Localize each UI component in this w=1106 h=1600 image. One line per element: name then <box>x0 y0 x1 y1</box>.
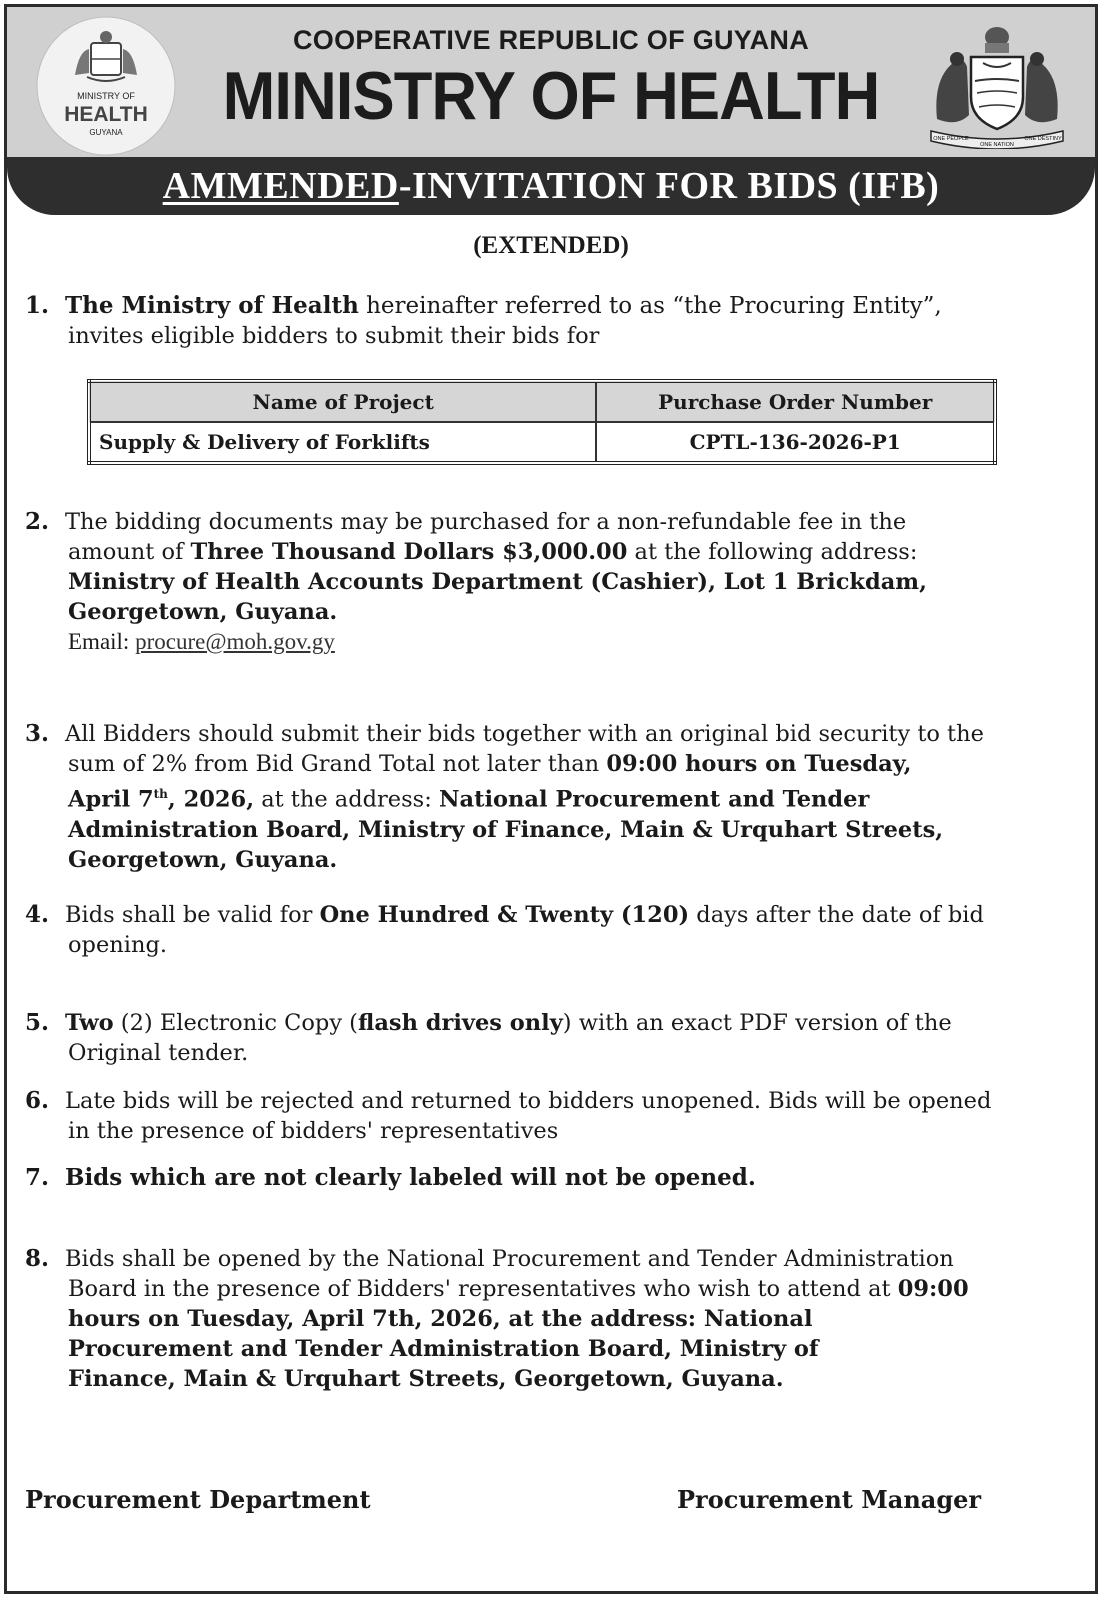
table-header: Name of Project <box>89 381 596 422</box>
item-2 <box>25 507 1075 657</box>
notice-page <box>4 4 1098 1594</box>
coat-of-arms-icon <box>927 19 1067 149</box>
email-link[interactable]: procure@moh.gov.gy <box>135 629 335 654</box>
extended-label: (EXTENDED) <box>473 232 629 259</box>
item-1-bold: The Ministry of Health <box>65 292 359 319</box>
item-4 <box>25 900 1075 960</box>
item-8-text: Bids shall be opened by the National Procurement and Tender Administration <box>65 1246 954 1272</box>
item-8 <box>25 1244 1075 1394</box>
item-number: 4. <box>25 901 50 928</box>
item-3-address: Georgetown, Guyana. <box>68 846 338 873</box>
title-banner <box>7 157 1095 215</box>
banner-title <box>7 157 1095 215</box>
item-3-text: at the address: <box>254 786 439 813</box>
item-5-text: Original tender. <box>68 1040 249 1066</box>
item-3-address: National Procurement and Tender <box>438 786 870 813</box>
banner-amended: AMMENDED <box>162 165 399 207</box>
item-1 <box>25 291 1075 351</box>
logo-left-line2: HEALTH <box>64 103 148 126</box>
item-2-address: Ministry of Health Accounts Department (Cashier), Lot 1 Brickdam, <box>68 569 927 595</box>
item-5-bold: Two <box>65 1010 114 1036</box>
item-number: 3. <box>25 720 50 747</box>
item-4-text: opening. <box>68 932 167 958</box>
item-3-line1: All Bidders should submit their bids together with an original bid security to the <box>65 721 984 747</box>
item-2-text: amount of <box>68 539 191 565</box>
item-number: 1. <box>25 292 50 319</box>
email-label: Email: <box>68 629 136 654</box>
ministry-title: MINISTRY OF HEALTH <box>222 58 880 134</box>
item-5 <box>25 1008 1075 1068</box>
item-2-fee: Three Thousand Dollars $3,000.00 <box>190 539 628 565</box>
item-8-time: 09:00 <box>897 1276 969 1302</box>
item-number: 6. <box>25 1087 50 1114</box>
item-1-text: hereinafter referred to as “the Procuring Entity”, <box>358 293 942 319</box>
item-8-text: Board in the presence of Bidders' representatives who wish to attend at <box>68 1276 898 1302</box>
table-cell: CPTL-136-2026-P1 <box>596 422 995 463</box>
item-number: 8. <box>25 1245 50 1272</box>
motto-right: ONE DESTINY <box>1024 136 1062 142</box>
item-number: 2. <box>25 508 50 535</box>
country-name: COOPERATIVE REPUBLIC OF GUYANA <box>292 25 810 55</box>
item-number: 7. <box>25 1164 50 1191</box>
signature-right: Procurement Manager <box>677 1485 982 1514</box>
item-8-bold: hours on Tuesday, April 7th, 2026, at the address: National <box>68 1306 813 1332</box>
table-cell: Supply & Delivery of Forklifts <box>89 422 596 463</box>
item-5-text: (2) Electronic Copy ( <box>113 1010 358 1036</box>
item-8-bold: Finance, Main & Urquhart Streets, Georgetown, Guyana. <box>68 1366 784 1392</box>
table-header: Purchase Order Number <box>596 381 995 422</box>
banner-rest: -INVITATION FOR BIDS (IFB) <box>398 165 940 207</box>
project-table <box>87 379 997 465</box>
item-6-text: in the presence of bidders' representatives <box>68 1118 559 1144</box>
item-2-line1: The bidding documents may be purchased for a non-refundable fee in the <box>65 509 907 535</box>
item-3-text: sum of 2% from Bid Grand Total not later than <box>68 751 607 777</box>
item-7 <box>25 1163 1075 1193</box>
item-5-bold: flash drives only <box>357 1010 563 1036</box>
item-1-text2: invites eligible bidders to submit their bids for <box>68 323 600 349</box>
signature-left: Procurement Department <box>25 1485 371 1514</box>
item-3-sup: th <box>153 787 168 801</box>
item-8-bold: Procurement and Tender Administration Board, Ministry of <box>68 1336 819 1362</box>
item-3-date: April 7 <box>68 786 154 813</box>
item-6 <box>25 1086 1075 1146</box>
motto-center: ONE NATION <box>980 142 1014 148</box>
item-4-text: Bids shall be valid for <box>65 902 320 928</box>
item-number: 5. <box>25 1009 50 1036</box>
item-3 <box>25 719 1075 875</box>
item-7-bold: Bids which are not clearly labeled will not be opened. <box>65 1164 756 1191</box>
item-3-year: , 2026, <box>167 786 255 813</box>
table-header-row <box>89 381 995 422</box>
item-2-address: Georgetown, Guyana. <box>68 599 338 625</box>
item-3-time: 09:00 hours on Tuesday, <box>606 751 912 777</box>
item-4-validity: One Hundred & Twenty (120) <box>319 902 690 928</box>
item-4-text: days after the date of bid <box>689 902 984 928</box>
table-row <box>89 422 995 463</box>
item-2-text: at the following address: <box>627 539 918 565</box>
item-3-address: Administration Board, Ministry of Finance, Main & Urquhart Streets, <box>68 816 944 843</box>
logo-left-line1: MINISTRY OF <box>77 91 135 101</box>
header-band <box>7 7 1095 162</box>
logo-left-line3: GUYANA <box>89 128 123 137</box>
item-6-text: Late bids will be rejected and returned to bidders unopened. Bids will be opened <box>65 1088 992 1114</box>
motto-left: ONE PEOPLE <box>933 136 969 142</box>
item-5-text: ) with an exact PDF version of the <box>562 1010 952 1036</box>
